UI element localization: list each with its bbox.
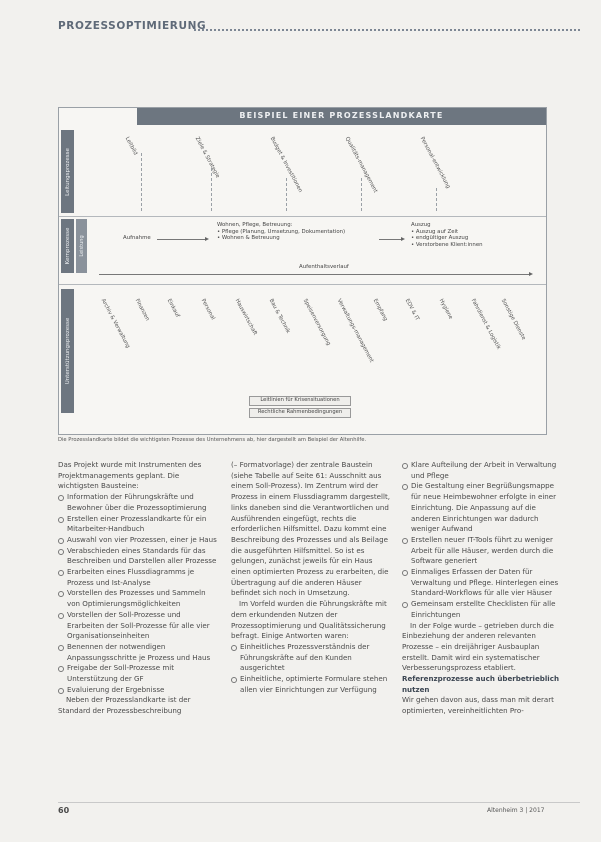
leadership-label: Leitbild bbox=[123, 136, 139, 157]
support-label: Empfang bbox=[371, 298, 389, 323]
bullet-list bbox=[231, 642, 391, 696]
band-support: Unterstützungsprozesse bbox=[61, 289, 74, 413]
divider bbox=[59, 216, 546, 217]
support-label: Einkauf bbox=[165, 298, 181, 319]
figure-header bbox=[137, 108, 546, 125]
bullet-list bbox=[58, 492, 218, 695]
band-sub: Leistung bbox=[76, 219, 87, 273]
text-column-2 bbox=[231, 460, 391, 695]
box-guidelines: Leitlinien für Krisensituationen bbox=[249, 396, 351, 406]
section-header bbox=[58, 20, 580, 34]
support-label: Speisenversorgung bbox=[301, 298, 332, 347]
list-item: Erarbeiten eines Flussdiagramms je Prozess und Ist-Analyse bbox=[58, 567, 218, 588]
list-item: Information der Führungskräfte und Bewohner über die Prozessoptimierung bbox=[58, 492, 218, 513]
band-leadership: Leitungsprozesse bbox=[61, 130, 74, 213]
paragraph: Neben der Prozesslandkarte ist der Standard der Prozessbeschreibung bbox=[58, 695, 191, 716]
list-item: Erstellen einer Prozesslandkarte für ein Mitarbeiter-Handbuch bbox=[58, 514, 218, 535]
figure-caption: Die Prozesslandkarte bildet die wichtigsten Prozesse des Unternehmens ab, hier dargestellt am Beispiel der Altenhilfe. bbox=[58, 437, 367, 443]
bullet-list bbox=[402, 460, 562, 621]
band-core: Kernprozesse bbox=[61, 219, 74, 273]
leadership-label: Budget & Investitionen bbox=[268, 136, 304, 194]
support-label: Finanzen bbox=[133, 298, 151, 322]
list-item: Die Gestaltung einer Begrüßungsmappe für neue Heimbewohner erfolgte in einer Einrichtung. Die Anpassung auf die anderen Einrichtungen war dadurch weniger Aufwand bbox=[402, 481, 562, 535]
list-item: Benennen der notwendigen Anpassungsschritte je Prozess und Haus bbox=[58, 642, 218, 663]
issue-label: Altenheim 3 | 2017 bbox=[487, 807, 545, 814]
page-number: 60 bbox=[58, 806, 70, 815]
list-item: Vorstellen der Soll-Prozesse und Erarbeiten der Soll-Prozesse für alle vier Organisationseinheiten bbox=[58, 610, 218, 642]
process-map-figure bbox=[58, 107, 547, 435]
paragraph: (– Formatvorlage) der zentrale Baustein (siehe Tabelle auf Seite 61: Ausschnitt aus einem Soll-Prozess). Im Zentrum wird der Prozess in einem Flussdiagramm dargestellt, links daneben sind die Verantwortlichen und Ausführenden eingefügt, rechts die erforderlichen Hilfsmittel. Dazu kommt eine Beschreibung des Prozesses und als Beilage die ausgeführten Hilfsmittel. So ist es gelungen, zunächst jeweils für ein Haus einen optimierten Prozess zu erarbeiten, die Übertragung auf die anderen Häuser befindet sich noch in Umsetzung. bbox=[231, 460, 390, 598]
timeline-label: Aufenthaltsverlauf bbox=[299, 264, 349, 270]
list-item: Einheitliche, optimierte Formulare stehen allen vier Einrichtungen zur Verfügung bbox=[231, 674, 391, 695]
timeline-line bbox=[99, 274, 529, 275]
text-column-1 bbox=[58, 460, 218, 717]
leadership-label: Qualitäts-management bbox=[343, 136, 379, 194]
core-admission: Aufnahme bbox=[123, 235, 151, 241]
core-discharge: Auszug • Auszug auf Zeit • endgültiger Auszug • Verstorbene Klient:innen bbox=[411, 222, 483, 248]
subheading: Referenzprozesse auch überbetrieblich nutzen bbox=[402, 674, 559, 694]
divider bbox=[59, 284, 546, 285]
text-column-3 bbox=[402, 460, 562, 717]
dotted-rule bbox=[194, 29, 580, 31]
support-label: Hygiene bbox=[437, 298, 454, 321]
figure-title: BEISPIEL EINER PROZESSLANDKARTE bbox=[239, 111, 444, 120]
box-legal: Rechtliche Rahmenbedingungen bbox=[249, 408, 351, 418]
list-item: Erstellen neuer IT-Tools führt zu weniger Arbeit für alle Häuser, werden durch die Software generiert bbox=[402, 535, 562, 567]
support-label: Fahrdienst & Logistik bbox=[469, 298, 502, 351]
support-label: Hauswirtschaft bbox=[233, 298, 258, 337]
support-label: Sonstige Dienste bbox=[499, 298, 527, 342]
list-item: Verabschieden eines Standards für das Beschreiben und Darstellen aller Prozesse bbox=[58, 546, 218, 567]
section-title: PROZESSOPTIMIERUNG bbox=[58, 20, 207, 32]
list-item: Vorstellen des Prozesses und Sammeln von Optimierungsmöglichkeiten bbox=[58, 588, 218, 609]
paragraph: Das Projekt wurde mit Instrumenten des Projektmanagements geplant. Die wichtigsten Bausteine: bbox=[58, 460, 202, 491]
list-item: Einheitliches Prozessverständnis der Führungskräfte auf den Kunden ausgerichtet bbox=[231, 642, 391, 674]
list-item: Gemeinsam erstellte Checklisten für alle Einrichtungen bbox=[402, 599, 562, 620]
list-item: Freigabe der Soll-Prozesse mit Unterstützung der GF bbox=[58, 663, 218, 684]
footer-rule bbox=[58, 802, 580, 803]
support-label: Bau & Technik bbox=[267, 298, 291, 335]
support-label: EDV & IT bbox=[403, 298, 421, 322]
support-label: Verwaltungs-management bbox=[335, 298, 375, 364]
list-item: Klare Aufteilung der Arbeit in Verwaltung und Pflege bbox=[402, 460, 562, 481]
list-item: Auswahl von vier Prozessen, einer je Haus bbox=[58, 535, 218, 546]
leadership-label: Ziele & Strategie bbox=[193, 136, 221, 180]
list-item: Evaluierung der Ergebnisse bbox=[58, 685, 218, 696]
support-label: Personal bbox=[199, 298, 216, 322]
paragraph: Im Vorfeld wurden die Führungskräfte mit dem erkundenden Nutzen der Prozessoptimierung und Qualitätssicherung befragt. Einige Antworten waren: bbox=[231, 599, 387, 641]
support-label: Archiv & Verwaltung bbox=[99, 298, 131, 350]
core-middle: Wohnen, Pflege, Betreuung: • Pflege (Planung, Umsetzung, Dokumentation) • Wohnen & Betreuung bbox=[217, 222, 346, 242]
list-item: Einmaliges Erfassen der Daten für Verwaltung und Pflege. Hinterlegen eines Standard-Workflows für alle vier Häuser bbox=[402, 567, 562, 599]
paragraph: Wir gehen davon aus, dass man mit derart optimierten, vereinheitlichten Pro- bbox=[402, 695, 554, 716]
paragraph: In der Folge wurde – getrieben durch die Einbeziehung der anderen relevanten Prozesse – ein dreijähriger Ausbauplan erstellt. Damit wird ein systematischer Verbesserungsprozess etabliert. bbox=[402, 620, 554, 673]
leadership-label: Personal-entwicklung bbox=[418, 136, 451, 190]
